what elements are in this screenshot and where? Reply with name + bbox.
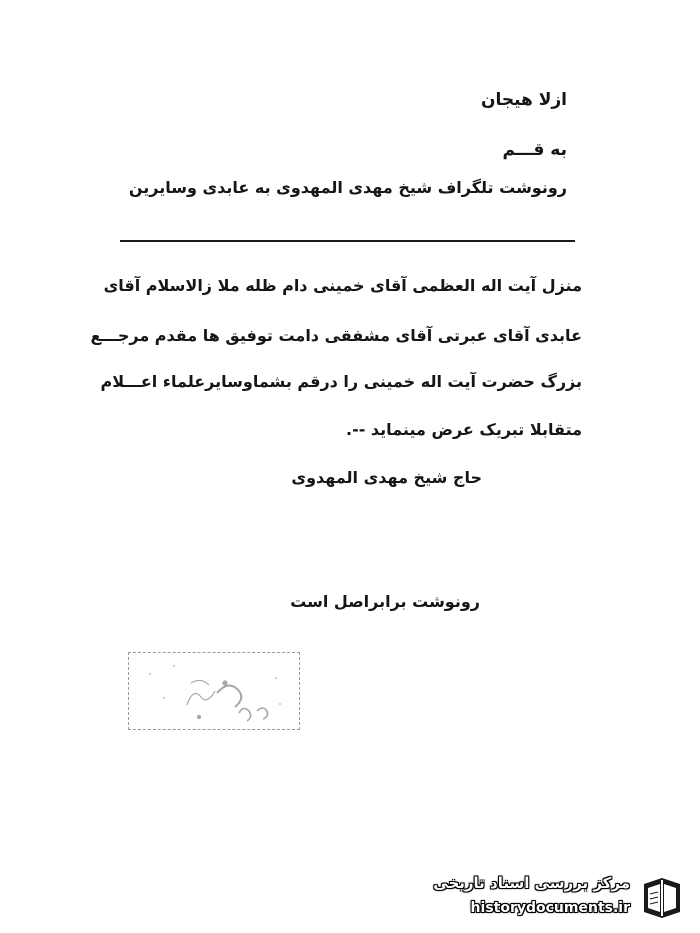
body-line-4: متقابلا تبریک عرض مینماید --. xyxy=(346,420,582,439)
body-line-3: بزرگ حضرت آیت اله خمینی را درقم بشماوسایرعلماء اعـــلام xyxy=(100,372,582,391)
official-stamp xyxy=(128,652,300,730)
stamp-seal-icon xyxy=(129,653,301,731)
watermark-title: مرکز بررسی اسناد تاریخی xyxy=(433,874,630,892)
archive-watermark xyxy=(412,870,692,926)
sender-signature: حاج شیخ مهدی المهدوی xyxy=(291,468,482,487)
certification-note: رونوشت برابراصل است xyxy=(290,592,480,611)
telegram-copy-title: رونوشت تلگراف شیخ مهدی المهدوی به عابدی وسایرین xyxy=(128,178,567,197)
telegram-destination: به قـــم xyxy=(502,140,567,160)
body-line-2: عابدی آقای عبرتی آقای مشفقی دامت توفیق ها مقدم مرجـــع xyxy=(90,326,582,345)
header-divider xyxy=(120,240,575,242)
watermark-url: historydocuments.ir xyxy=(470,900,630,916)
book-logo-icon xyxy=(636,872,686,922)
telegram-origin: ازلا هیجان xyxy=(480,90,567,110)
body-line-1: منزل آیت اله العظمی آقای خمینی دام ظله ملا زالاسلام آقای xyxy=(103,276,582,295)
